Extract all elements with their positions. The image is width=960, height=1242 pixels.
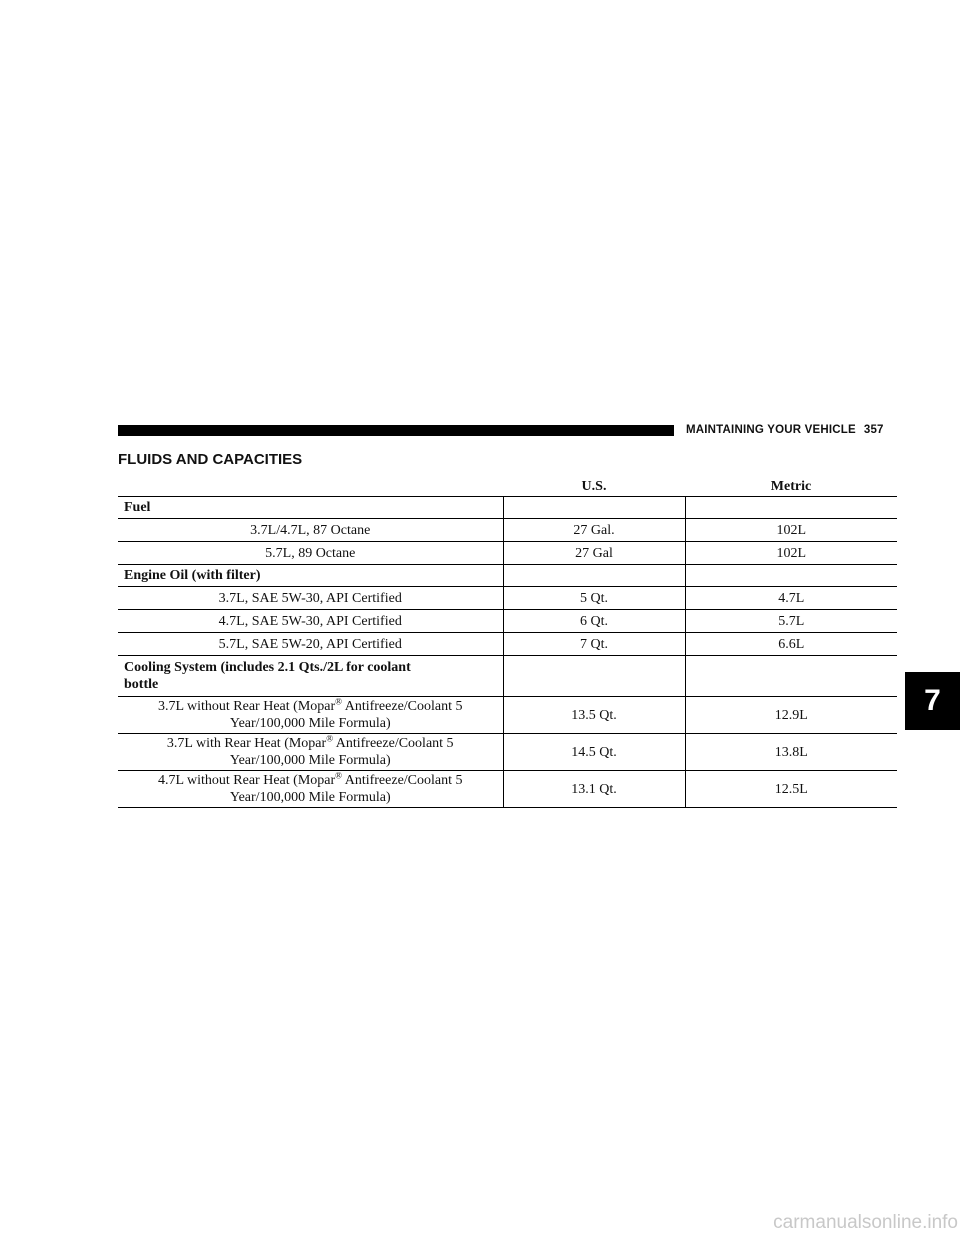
section-label-fuel: Fuel	[124, 500, 151, 515]
row-item: 5.7L, SAE 5W-20, API Certified	[218, 636, 402, 652]
registered-mark: ®	[335, 696, 342, 707]
row-metric-value: 102L	[685, 519, 897, 542]
table-row	[118, 519, 897, 542]
running-head-title: MAINTAINING YOUR VEHICLE	[686, 424, 856, 436]
row-metric-value: 13.8L	[685, 734, 897, 771]
section-label-engine-oil: Engine Oil (with filter)	[124, 568, 261, 583]
row-us-value: 13.5 Qt.	[503, 697, 685, 734]
table-section-row	[118, 656, 897, 697]
chapter-tab: 7	[905, 672, 960, 730]
table-row	[118, 610, 897, 633]
row-us-value: 13.1 Qt.	[503, 771, 685, 808]
column-header-metric: Metric	[770, 479, 812, 494]
table-row	[118, 633, 897, 656]
table-row	[118, 542, 897, 565]
row-us-value: 6 Qt.	[503, 610, 685, 633]
section-title: FLUIDS AND CAPACITIES	[118, 451, 303, 468]
row-us-value: 7 Qt.	[503, 633, 685, 656]
table-row	[118, 734, 897, 771]
row-item: 4.7L without Rear Heat (Mopar® Antifreeze/Coolant 5 Year/100,000 Mile Formula)	[157, 770, 463, 805]
section-label-cooling	[118, 656, 503, 697]
table-row	[118, 771, 897, 808]
section-label-cooling-line2: bottle	[124, 677, 159, 692]
row-item: 3.7L without Rear Heat (Mopar® Antifreeze/Coolant 5 Year/100,000 Mile Formula)	[157, 696, 463, 731]
row-us-value: 27 Gal	[503, 542, 685, 565]
capacities-table	[118, 496, 897, 808]
row-item: 3.7L/4.7L, 87 Octane	[250, 522, 371, 538]
table-section-row	[118, 497, 897, 519]
row-metric-value: 12.9L	[685, 697, 897, 734]
table-section-row	[118, 565, 897, 587]
row-item: 4.7L, SAE 5W-30, API Certified	[218, 613, 402, 629]
row-us-value: 5 Qt.	[503, 587, 685, 610]
running-head	[686, 422, 906, 438]
table-row	[118, 587, 897, 610]
row-item: 3.7L, SAE 5W-30, API Certified	[218, 590, 402, 606]
registered-mark: ®	[335, 770, 342, 781]
header-rule	[118, 425, 674, 436]
row-metric-value: 5.7L	[685, 610, 897, 633]
row-us-value: 14.5 Qt.	[503, 734, 685, 771]
row-us-value: 27 Gal.	[503, 519, 685, 542]
watermark: carmanualsonline.info	[773, 1212, 958, 1233]
row-item: 5.7L, 89 Octane	[265, 545, 356, 561]
section-label-cooling-line1: Cooling System (includes 2.1 Qts./2L for coolant	[124, 660, 411, 675]
row-metric-value: 102L	[685, 542, 897, 565]
table-row	[118, 697, 897, 734]
column-header-us: U.S.	[581, 479, 607, 494]
row-item: 3.7L with Rear Heat (Mopar® Antifreeze/Coolant 5 Year/100,000 Mile Formula)	[166, 733, 454, 768]
row-metric-value: 12.5L	[685, 771, 897, 808]
registered-mark: ®	[326, 733, 334, 744]
row-metric-value: 4.7L	[685, 587, 897, 610]
row-metric-value: 6.6L	[685, 633, 897, 656]
page-number: 357	[863, 424, 884, 436]
